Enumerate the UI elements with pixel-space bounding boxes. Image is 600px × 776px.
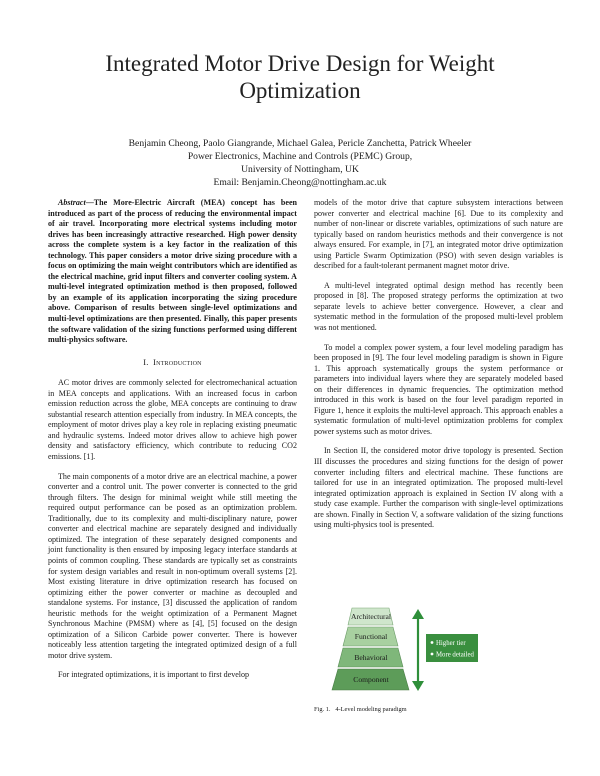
arrow-up-head [412, 609, 424, 619]
author-email: Email: Benjamin.Cheong@nottingham.ac.uk [213, 177, 387, 188]
intro-paragraph-3: For integrated optimizations, it is important to first develop [58, 670, 250, 680]
legend-bullet-2 [431, 653, 434, 656]
figure-1-caption [314, 706, 563, 714]
tier-label-component: Component [353, 675, 389, 684]
section-title: Introduction [153, 357, 202, 367]
author-block [60, 137, 540, 189]
section-numeral: I. [143, 357, 149, 367]
legend-more-detailed: More detailed [436, 651, 474, 659]
caption-label: Fig. 1. [314, 706, 331, 713]
intro-paragraph-1: AC motor drives are commonly selected for electromechanical actuation in MEA concepts and applications. With an increased focus in carbon emission reduction across the globe, MEA concepts are continuing to draw substantial research attention especially from industry. In MEA concepts, the employment of motor drives play a key role in replacing existing pneumatic and hydraulic systems. Indeed motor drives allow to achieve high power density and satisfactory efficiency, which contribute to reducing CO2 emissions. [1]. [48, 378, 297, 462]
tier-label-functional: Functional [354, 632, 388, 641]
tier-label-architectural: Architectural [350, 612, 392, 621]
abstract-text: —The More-Electric Aircraft (MEA) concept has been introduced as part of the process of reducing the environmental impact of air travel. Incorporating more electrical systems including motor drives has been increasingly attractive researched. High power density across the complete system is a key factor in the realization of this technology. This paper considers a motor drive sizing procedure with a focus on optimizing the main weight contributors which are identified as the electrical machine, grid input filters and converter cooling system. A multi-level integrated optimization method is then proposed, followed by an example of its application incorporating the sizing procedure above. Comparison of results between single-level optimizations and multi-level optimizations are then presented. Finally, this paper presents the software validation of the sizing functions performed using different multi-physics software. [48, 198, 297, 345]
right-paragraph-1: models of the motor drive that capture subsystem interactions between power converter and electrical machine [6]. Due to its complexity and number of non-linear or discrete variables, optimizations of such nature are typically based on random heuristics methods and their convergence is not always ensured. For example, in [7], an integrated motor drive optimization using Particle Swarm Optimization (PSO) with seven design variables is described for a fault-tolerant permanent magnet motor drive. [314, 198, 563, 271]
author-names: Benjamin Cheong, Paolo Giangrande, Michael Galea, Pericle Zanchetta, Patrick Wheeler [128, 138, 472, 149]
left-column [48, 198, 297, 681]
right-paragraph-2: A multi-level integrated optimal design method has recently been proposed in [8]. The proposed strategy performs the optimization at two separate levels to achieve better convergence. However, a clear and systematic method in the formulation of the proposed multi-level problem was not mentioned. [314, 280, 563, 333]
figure-1 [314, 598, 563, 702]
right-paragraph-3: To model a complex power system, a four level modeling paradigm has been proposed in [9]. The four level modeling paradigm is shown in Figure 1. This approach systematically groups the system performance or parameters into individual layers where they are separately modeled based on their differences in dynamic frequencies. The optimization method introduced in this work is based on the four level paradigm reported in Figure 1, hence it exploits the multi-level approach. This approach enables a systematic formulation of multi-level optimization problems for complex power systems such as motor drives. [314, 342, 563, 436]
right-paragraph-4: In Section II, the considered motor drive topology is presented. Section III discusses the procedures and sizing functions for the design of power converter including filters and electrical machine. These functions are tailored for use in an integrated optimization. The proposed multi-level integrated optimization approach is explained in Section IV along with a study case example. Further the comparison with single-level optimizations are shown. Finally in Section V, a software validation of the sizing functions using multi-physics tool is presented. [314, 446, 563, 530]
legend-higher-tier: Higher tier [436, 640, 466, 647]
paper-title: Integrated Motor Drive Design for Weight Optimization [105, 51, 495, 103]
section-heading-introduction [48, 358, 297, 369]
caption-text: 4-Level modeling paradigm [335, 706, 407, 713]
author-affiliation: Power Electronics, Machine and Controls (PEMC) Group, [187, 151, 413, 162]
arrow-down-head [412, 681, 424, 691]
author-university: University of Nottingham, UK [241, 164, 359, 175]
intro-paragraph-2: The main components of a motor drive are an electrical machine, a power converter and a control unit. The power converter is connected to the grid through filters. The design for minimal weight while still meeting the required output performance can be posed as an optimization problem. Traditionally, due to its complexity and multi-disciplinary nature, power converter and electrical machine are separately designed and individually optimized. The integration of these separately designed components and joint functionality is then ensured by imposing legacy interface standards at points of common coupling. These standards are typically set as constraints for system design variables and result in non-optimum overall systems [2]. Most existing literature in drive optimization research has focused on optimizing either the power converter or machine as decoupled and standalone systems. For instance, [3] discussed the application of random heuristic methods for the weight optimization of a Permanent Magnet Synchronous Machine (PMSM) where as [4], [5] focused on the design optimization of a Silicon Carbide power converter. There is however noticeably less attention targeting the integrated optimized design of a full motor drive system. [48, 471, 297, 660]
right-column [314, 198, 563, 531]
abstract [48, 198, 297, 346]
abstract-label: Abstract [58, 198, 86, 207]
pyramid-diagram [314, 598, 563, 702]
tier-label-behavioral: Behavioral [354, 653, 388, 662]
legend-bullet-1 [431, 641, 434, 644]
